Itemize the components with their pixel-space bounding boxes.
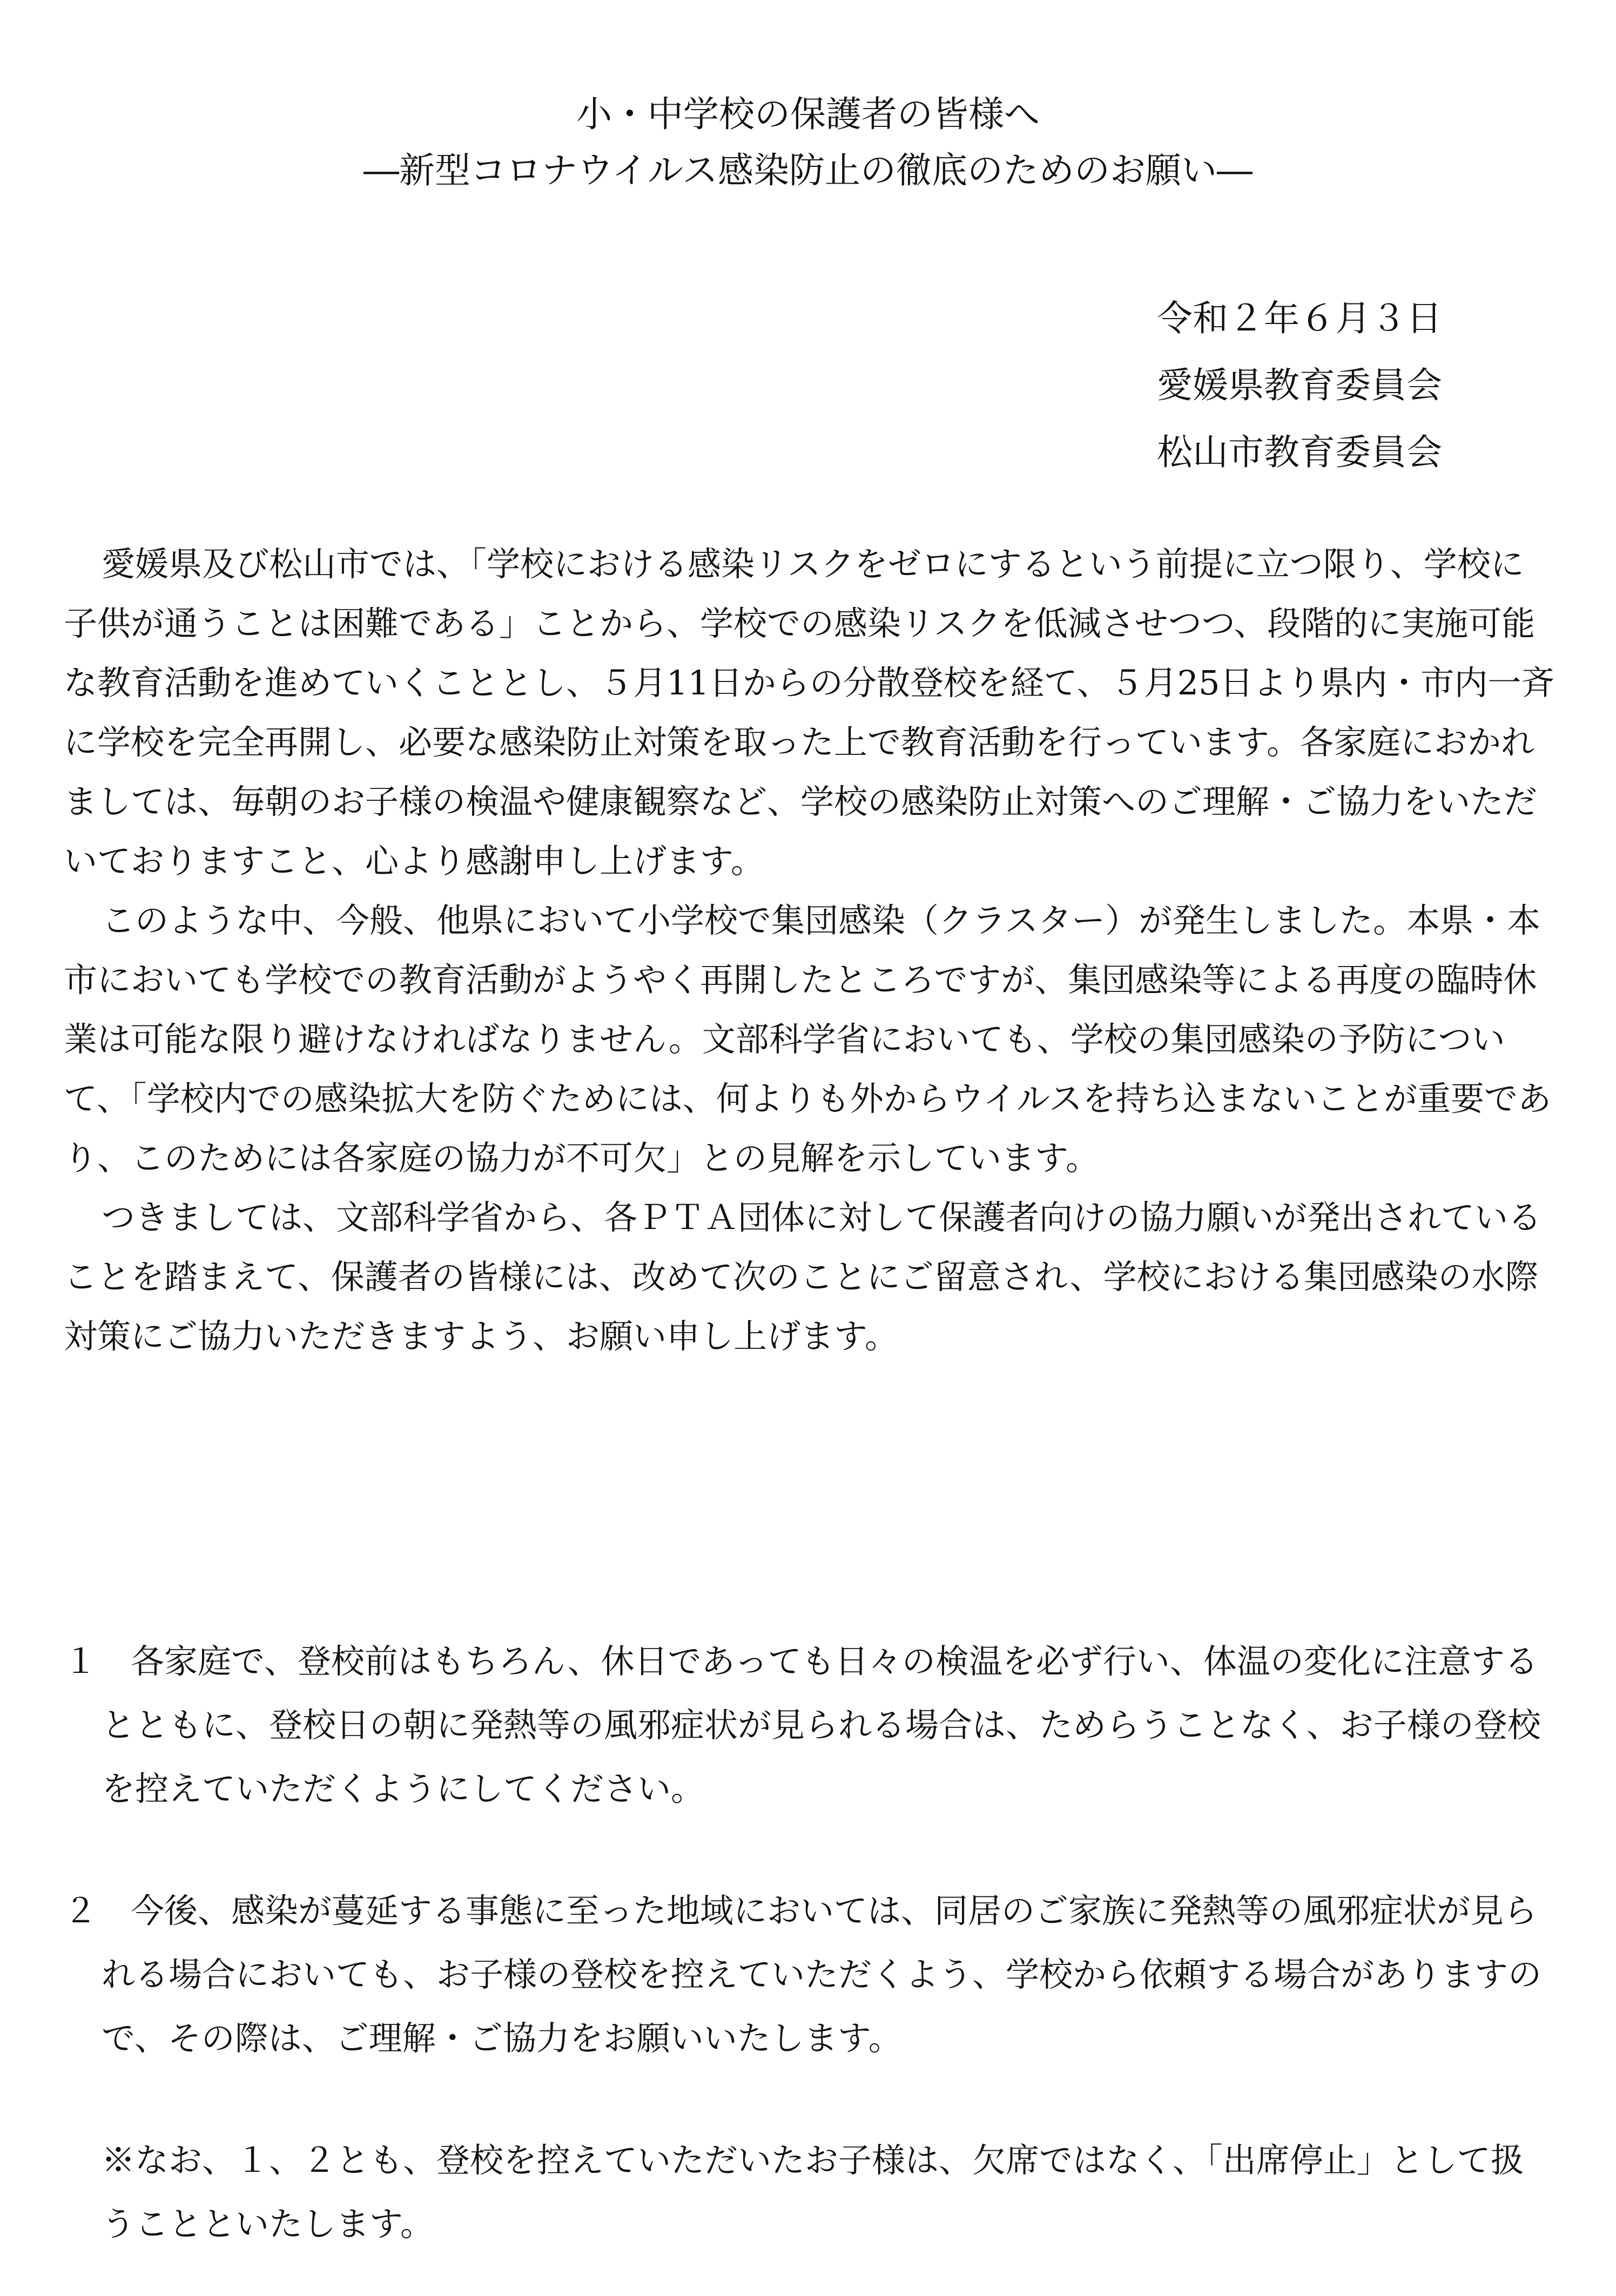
body-text [64,535,1557,1366]
body-paragraph-1: 愛媛県及び松山市では、「学校における感染リスクをゼロにするという前提に立つ限り、学校に子供が通うことは困難である」ことから、学校での感染リスクを低減させつつ、段階的に実施可能な教育活動を進めていくこととし、５月11日からの分散登校を経て、５月25日より県内・市内一斉に学校を完全再開し、必要な感染防止対策を取った上で教育活動を行っています。各家庭におかれましては、毎朝のお子様の検温や健康観察など、学校の感染防止対策へのご理解・ご協力をいただいておりますこと、心より感謝申し上げます。 [64,544,1555,881]
document-subtitle: ―新型コロナウイルス感染防止の徹底のためのお願い― [363,150,1253,191]
issue-date: 令和２年６月３日 [1157,298,1442,339]
document-title: 小・中学校の保護者の皆様へ [576,93,1040,135]
body-paragraph-3: つきましては、文部科学省から、各ＰＴＡ団体に対して保護者向けの協力願いが発出されていることを踏まえて、保護者の皆様には、改めて次のことにご留意され、学校における集団感染の水際対策にご協力いただきますよう、お願い申し上げます。 [64,1198,1542,1356]
request-item-1 [64,1630,1557,1821]
request-item-2 [64,1879,1557,2070]
request-item-number: １ [64,1642,98,1681]
request-item-number: ２ [64,1891,98,1930]
request-list [64,1630,1557,2256]
title-block [0,86,1616,199]
request-item-text: 各家庭で、登校前はもちろん、休日であっても日々の検温を必ず行い、体温の変化に注意するとともに、登校日の朝に発熱等の風邪症状が見られる場合は、ためらうことなく、お子様の登校を控えていただくようにしてください。 [102,1642,1541,1808]
attendance-note: ※なお、１、２とも、登校を控えていただいたお子様は、欠席ではなく、「出席停止」として扱うことといたします。 [102,2140,1524,2244]
issue-info [1157,285,1442,486]
body-paragraph-2: このような中、今般、他県において小学校で集団感染（クラスター）が発生しました。本県・本市においても学校での教育活動がようやく再開したところですが、集団感染等による再度の臨時休業は可能な限り避けなければなりません。文部科学省においても、学校の集団感染の予防について、「学校内での感染拡大を防ぐためには、何よりも外からウイルスを持ち込まないことが重要であり、このためには各家庭の協力が不可欠」との見解を示しています。 [64,901,1552,1178]
request-item-text: 今後、感染が蔓延する事態に至った地域においては、同居のご家族に発熱等の風邪症状が見られる場合においても、お子様の登校を控えていただくよう、学校から依頼する場合がありますので、その際は、ご理解・ご協力をお願いいたします。 [102,1891,1542,2058]
issuer-city: 松山市教育委員会 [1157,431,1442,473]
issuer-prefecture: 愛媛県教育委員会 [1157,364,1442,406]
